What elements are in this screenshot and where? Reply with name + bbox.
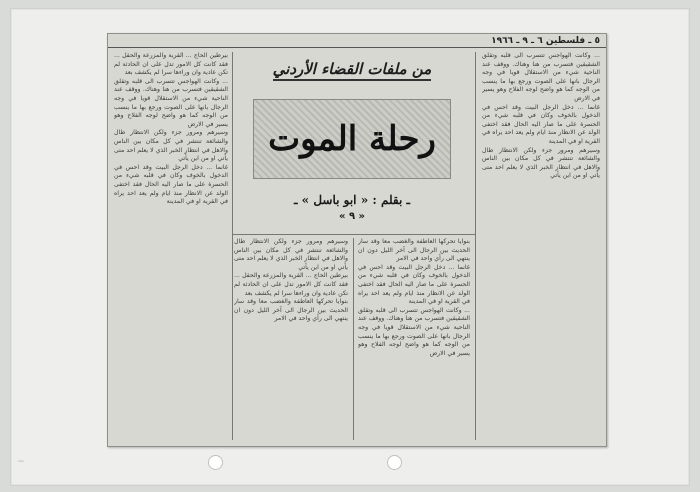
column-text: غانما ... دخل الرجل البيت وقد احس في الدخول بالخوف وكان في قلبه شيء من الحسرة على ما صار اليه الحال فقد اختفى الولد عن الانظار منذ ايام ولم يعد احد يراه في القرية او في المدينة xyxy=(114,163,228,206)
newspaper-clipping xyxy=(107,33,607,447)
article-column xyxy=(234,238,348,442)
headline-block xyxy=(238,52,466,232)
header-date: ٥ ـ فلسطين ٦ ـ ٩ ـ ١٩٦٦ xyxy=(491,35,600,46)
part-number: « ٩ » xyxy=(338,211,365,222)
column-text: وسيرهم ومرور جزء ولكن الانتظار طال والشائعة تنتشر في كل مكان بين الناس والاهل في انتظار الخبر الذي لا يعلم احد متى يأتي او من اين يأتي xyxy=(114,129,228,163)
column-text: ... وكانت الهواجس تتسرب الى قلبه وتقلق الشقيقين فتسرب من هنا وهناك. ووقف عند الناحية شيء من الاستقلال قويا في وجه الرجال بانها على الصوت ورجع بها ما ينسب من الوجه كما هو واضح لوجه الفلاح وهو يسير في الارض xyxy=(114,77,228,128)
article-title: رحلة الموت xyxy=(268,119,436,159)
pencil-mark: ~ xyxy=(17,457,25,467)
article-kicker: من ملفات القضاء الأردني xyxy=(273,60,432,81)
column-text: ... وكانت الهواجس تتسرب الى قلبه وتقلق الشقيقين فتسرب من هنا وهناك. ووقف عند الناحية شيء من الاستقلال قويا في وجه الرجال بانها على الصوت ورجع بها ما ينسب من الوجه كما هو واضح لوجه الفلاح وهو يسير في الارض xyxy=(482,52,600,102)
column-text: ... وكانت الهواجس تتسرب الى قلبه وتقلق الشقيقين فتسرب من هنا وهناك. ووقف عند الناحية شيء من الاستقلال قويا في وجه الرجال بانها على الصوت ورجع بها ما ينسب من الوجه كما هو واضح لوجه الفلاح وهو يسير في الارض xyxy=(358,306,470,357)
punch-hole xyxy=(387,455,402,470)
column-text: بنوايا تحركها العاطفة والغضب معا وقد سار الحديث بين الرجال الى آخر الليل دون ان ينتهي الى رأي واحد في الامر xyxy=(234,298,348,323)
article-column xyxy=(482,52,600,442)
column-text: بيرطين الحاج ... القرية والمزرعة والحقل ... فقد كانت كل الامور تدل على ان الحادثة لم تكن عادية وان وراءها سرا لم يكشف بعد xyxy=(114,52,228,77)
column-text: غانما ... دخل الرجل البيت وقد احس في الدخول بالخوف وكان في قلبه شيء من الحسرة على ما صار اليه الحال فقد اختفى الولد عن الانظار منذ ايام ولم يعد احد يراه في القرية او في المدينة xyxy=(358,263,470,306)
column-divider xyxy=(232,52,233,440)
column-text: وسيرهم ومرور جزء ولكن الانتظار طال والشائعة تنتشر في كل مكان بين الناس والاهل في انتظار الخبر الذي لا يعلم احد متى يأتي او من اين يأتي xyxy=(482,146,600,180)
archive-sheet xyxy=(10,8,690,486)
article-byline: ـ بقلم : « ابو باسل » ـ xyxy=(293,193,411,207)
column-divider xyxy=(353,238,354,440)
page-header xyxy=(108,34,606,48)
column-text: بيرطين الحاج ... القرية والمزرعة والحقل ... فقد كانت كل الامور تدل على ان الحادثة لم تكن عادية وان وراءها سرا لم يكشف بعد xyxy=(234,272,348,297)
article-column xyxy=(358,238,470,442)
punch-hole xyxy=(208,455,223,470)
column-text: وسيرهم ومرور جزء ولكن الانتظار طال والشائعة تنتشر في كل مكان بين الناس والاهل في انتظار الخبر الذي لا يعلم احد متى يأتي او من اين يأتي xyxy=(234,238,348,271)
article-column xyxy=(114,52,228,442)
title-graphic xyxy=(253,99,451,179)
column-divider xyxy=(475,52,476,440)
column-text: بنوايا تحركها العاطفة والغضب معا وقد سار الحديث بين الرجال الى آخر الليل دون ان ينتهي الى رأي واحد في الامر xyxy=(358,238,470,263)
section-divider xyxy=(232,234,476,235)
column-text: غانما ... دخل الرجل البيت وقد احس في الدخول بالخوف وكان في قلبه شيء من الحسرة على ما صار اليه الحال فقد اختفى الولد عن الانظار منذ ايام ولم يعد احد يراه في القرية او في المدينة xyxy=(482,103,600,145)
